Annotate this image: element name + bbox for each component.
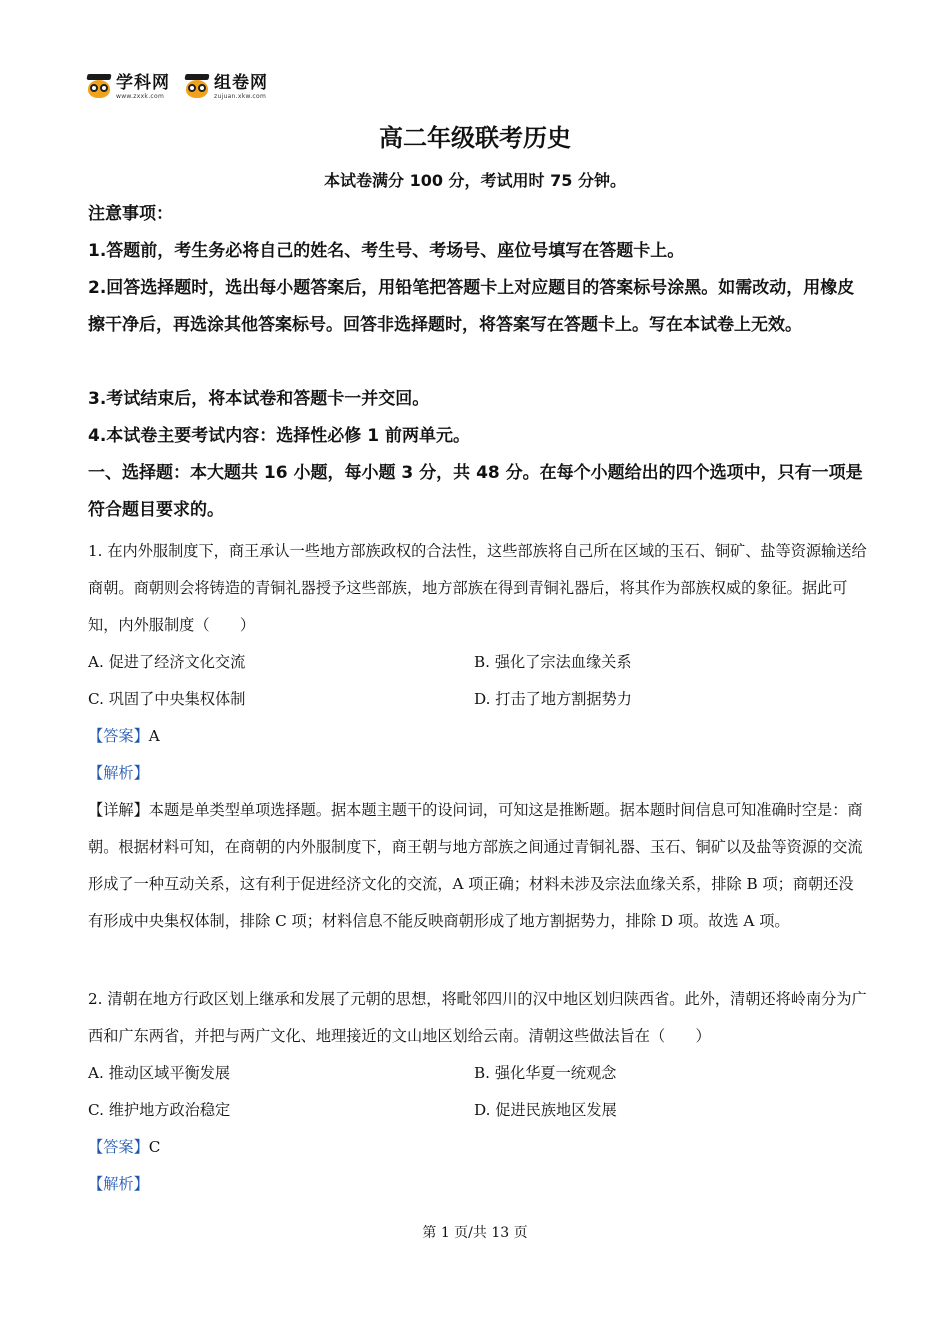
page-title: 高二年级联考历史 <box>379 124 571 152</box>
notice-item: 3.考试结束后，将本试卷和答题卡一并交回。 <box>88 389 430 409</box>
option-a: A. 促进了经济文化交流 <box>88 653 246 671</box>
answer-value: C <box>148 1138 161 1156</box>
notice-item: 2.回答选择题时，选出每小题答案后，用铅笔把答题卡上对应题目的答案标号涂黑。如需改动，用橡皮擦干净后，再选涂其他答案标号。回答非选择题时，将答案写在答题卡上。写在本试卷上无效。 <box>88 278 855 335</box>
option-c: C. 巩固了中央集权体制 <box>88 690 246 708</box>
detail-paragraph <box>88 792 868 940</box>
question-stem: 1. 在内外服制度下，商王承认一些地方部族政权的合法性，这些部族将自己所在区域的玉石、铜矿、盐等资源输送给商朝。商朝则会将铸造的青铜礼器授予这些部族，地方部族在得到青铜礼器后，将其作为部族权威的象征。据此可知，内外服制度（ ） <box>88 542 867 634</box>
analysis-line <box>88 1166 868 1203</box>
answer-line <box>88 1129 868 1166</box>
notice-item: 4.本试卷主要考试内容：选择性必修 1 前两单元。 <box>88 426 470 446</box>
logo-url: zujuan.xkw.com <box>214 92 267 100</box>
option-d: D. 打击了地方割据势力 <box>474 690 632 708</box>
section-heading: 一、选择题：本大题共 16 小题，每小题 3 分，共 48 分。在每个小题给出的四个选项中，只有一项是符合题目要求的。 <box>88 463 863 520</box>
analysis-line <box>88 755 868 792</box>
notice-heading: 注意事项： <box>88 204 173 224</box>
question-stem: 2. 清朝在地方行政区划上继承和发展了元朝的思想，将毗邻四川的汉中地区划归陕西省。此外，清朝还将岭南分为广西和广东两省，并把与两广文化、地理接近的文山地区划给云南。清朝这些做法旨在（ ） <box>88 990 867 1045</box>
zujuanwang-logo <box>184 74 268 100</box>
owl-icon <box>184 74 210 100</box>
analysis-tag: 【解析】 <box>88 764 149 782</box>
xuekewang-logo <box>86 74 170 100</box>
option-b: B. 强化了宗法血缘关系 <box>474 653 632 671</box>
notice-item: 1.答题前，考生务必将自己的姓名、考生号、考场号、座位号填写在答题卡上。 <box>88 241 685 261</box>
analysis-tag: 【解析】 <box>88 1175 149 1193</box>
option-a: A. 推动区域平衡发展 <box>88 1064 231 1082</box>
answer-tag: 【答案】 <box>88 727 149 745</box>
header-logos <box>86 70 268 104</box>
detail-text: 本题是单类型单项选择题。据本题主题干的设问词，可知这是推断题。据本题时间信息可知准确时空是：商朝。根据材料可知，在商朝的内外服制度下，商王朝与地方部族之间通过青铜礼器、玉石、铜矿以及盐等资源的交流形成了一种互动关系，这有利于促进经济文化的交流，A 项正确；材料未涉及宗法血缘关系，排除 B 项；商朝还没有形成中央集权体制，排除 C 项；材料信息不能反映商朝形成了地方割据势力，排除 D 项。故选 A 项。 <box>88 801 863 930</box>
page-footer: 第 1 页/共 13 页 <box>422 1225 528 1241</box>
option-c: C. 维护地方政治稳定 <box>88 1101 231 1119</box>
logo-url: www.zxxk.com <box>116 92 165 100</box>
logo-name: 组卷网 <box>214 72 268 93</box>
answer-line <box>88 718 868 755</box>
answer-value: A <box>148 727 160 745</box>
answer-tag: 【答案】 <box>88 1138 149 1156</box>
owl-icon <box>86 74 112 100</box>
detail-tag: 【详解】 <box>88 801 149 819</box>
option-d: D. 促进民族地区发展 <box>474 1101 617 1119</box>
logo-name: 学科网 <box>116 72 170 93</box>
option-b: B. 强化华夏一统观念 <box>474 1064 617 1082</box>
page-subtitle: 本试卷满分 100 分，考试用时 75 分钟。 <box>324 171 626 190</box>
